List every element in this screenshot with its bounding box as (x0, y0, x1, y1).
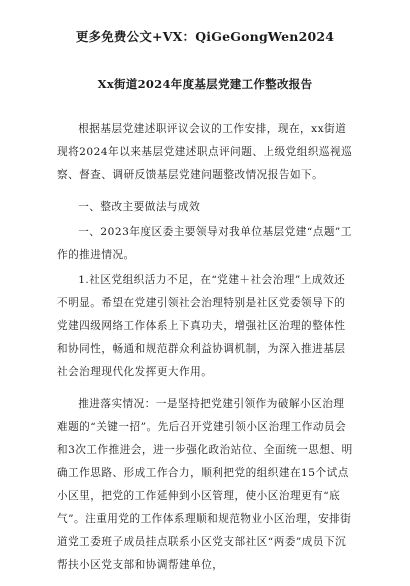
item-paragraph: 1.社区党组织活力不足，在“党建＋社会治理”上成效还不明显。希望在党建引领社会治理特别是社区党委领导下的党建四级网络工作体系上下真功夫，增强社区治理的整体性和协同性，畅通和规范群众利益协调机制，为深入推进基层社会治理现代化发挥更大作用。 (57, 274, 346, 378)
progress-paragraph: 推进落实情况：一是坚持把党建引领作为破解小区治理难题的“关键一招”。先后召开党建引领小区治理工作动员会和3次工作推进会，进一步强化政治站位、全面统一思想、明确工作思路、形成工作合力，顺利把党的组织建在15个试点小区里，把党的工作延伸到小区管理，使小区治理更有“底气”。注重用党的工作体系理顺和规范物业小区治理，安排街道党工委班子成员挂点联系小区党支部社区“两委”成员下沉帮扶小区党支部和协调帮建单位， (57, 398, 353, 571)
section-heading: 一、整改主要做法与成效 (78, 201, 201, 213)
subsection-heading: 一、2023年度区委主要领导对我单位基层党建“点题”工作的推进情况。 (57, 226, 352, 261)
document-title: Xx街道2024年度基层党建工作整改报告 (97, 77, 313, 91)
intro-paragraph: 根据基层党建述职评议会议的工作安排，现在，xx街道现将2024年以来基层党建述职点评问题、上级党组织巡视巡察、督查、调研反馈基层党建问题整改情况报告如下。 (57, 123, 353, 181)
header-banner: 更多免费公文+VX：QiGeGongWen2024 (75, 29, 335, 44)
document-body (57, 118, 353, 586)
